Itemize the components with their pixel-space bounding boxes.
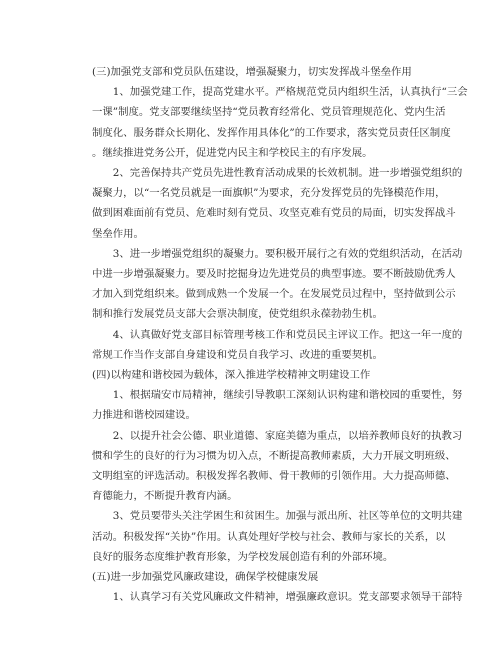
section-heading: (四)以构建和谐校园为载体，深入推进学校精神文明建设工作 [92,369,371,382]
paragraph-line: 文明组室的评选活动。积极发挥名教师、骨干教师的引领作用。大力提高师德、 [92,470,456,483]
paragraph-line: 凝聚力，以“一名党员就是一面旗帜”为要求，充分发挥党员的先锋模范作用， [92,187,446,200]
section-heading: (五)进一步加强党风廉政建设，确保学校健康发展 [92,571,319,584]
paragraph-line: 2、完善保持共产党员先进性教育活动成果的长效机制。进一步增强党组织的 [112,167,463,180]
paragraph-line: 制度化、服务群众长期化、发挥作用具体化”的工作要求，落实党员责任区制度 [92,126,451,139]
paragraph-line: 3、党员要带头关注学困生和贫困生。加强与派出所、社区等单位的文明共建 [112,510,463,523]
paragraph-line: 做到困难面前有党员、危难时刻有党员、攻坚克难有党员的局面，切实发挥战斗 [92,207,456,220]
paragraph-line: 育德能力，不断提升教育内涵。 [92,490,238,503]
paragraph-line: 力推进和谐校园建设。 [92,409,196,422]
paragraph-line: 。继续推进党务公开，促进党内民主和学校民主的有序发展。 [92,146,373,159]
paragraph-line: 活动。积极发挥“关协”作用。认真处理好学校与社会、教师与家长的关系，以 [92,530,446,543]
paragraph-line: 1、加强党建工作，提高党建水平。严格规范党员内组织生活，认真执行“三会 [112,86,468,99]
paragraph-line: 一课”制度。党支部要继续坚持“党员教育经常化、党员管理规范化、党内生活 [92,106,446,119]
section-heading: (三)加强党支部和党员队伍建设，增强凝聚力，切实发挥战斗堡垒作用 [92,66,412,78]
paragraph-line: 制和推行发展党员支部大会票决制度，使党组织永葆勃勃生机。 [92,308,383,321]
paragraph-line: 良好的服务态度维护教育形象，为学校发展创造有利的外部环境。 [92,550,394,563]
paragraph-line: 3、进一步增强党组织的凝聚力。要积极开展行之有效的党组织活动，在活动 [112,247,463,260]
paragraph-line: 堡垒作用。 [92,227,144,240]
paragraph-line: 常规工作当作支部自身建设和党员自我学习、改进的重要契机。 [92,348,383,361]
paragraph-line: 才加入到党组织来。做到成熟一个发展一个。在发展党员过程中，坚持做到公示 [92,288,456,301]
paragraph-line: 惯和学生的良好的行为习惯为切入点，不断提高教师素质，大力开展文明班级、 [92,449,456,462]
paragraph-line: 2、以提升社会公德、职业道德、家庭美德为重点，以培养教师良好的执教习 [112,429,463,442]
paragraph-line: 中进一步增强凝聚力。要及时挖掘身边先进党员的典型事迹。要不断鼓励优秀人 [92,268,456,281]
document-body [92,62,468,607]
paragraph-line: 1、根据瑞安市局精神，继续引导教职工深刻认识构建和谐校园的重要性，努 [112,389,463,402]
paragraph-line: 4、认真做好党支部目标管理考核工作和党员民主评议工作。把这一年一度的 [112,328,463,341]
paragraph-line: 1、认真学习有关党风廉政文件精神，增强廉政意识。党支部要求领导干部特 [112,591,463,604]
